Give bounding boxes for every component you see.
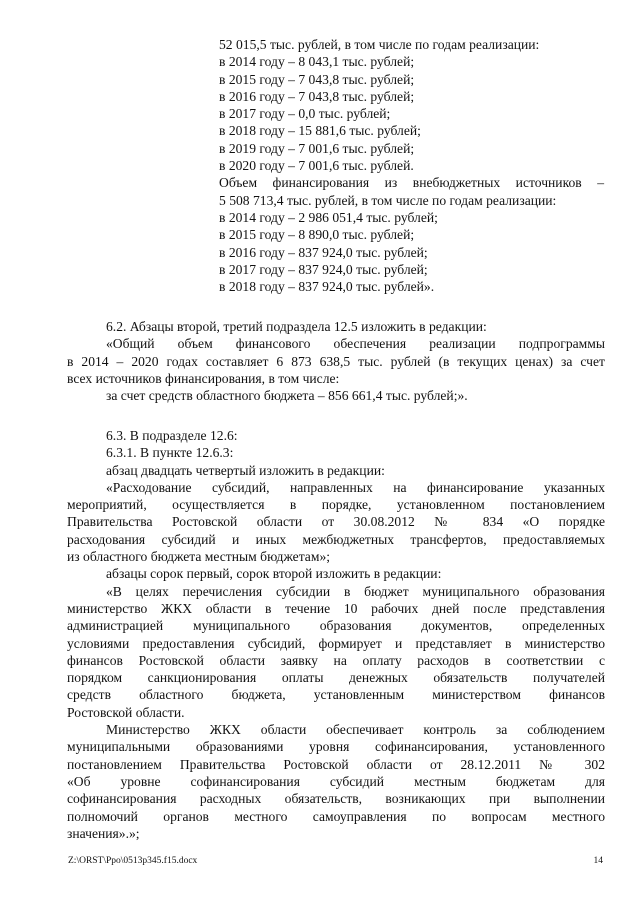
text-line: «В целях перечисления субсидии в бюджет муниципального образования — [106, 583, 605, 599]
text-line: в 2015 году – 7 043,8 тыс. рублей; — [219, 71, 415, 87]
text-line: абзацы сорок первый, сорок второй изложить в редакции: — [106, 566, 442, 582]
text-line: муниципальными образованиями уровня софинансирования, установленного — [67, 739, 605, 755]
text-line: Правительства Ростовской области от 30.08.2012 № 834 «О порядке — [67, 514, 605, 530]
text-line: в 2016 году – 837 924,0 тыс. рублей; — [219, 244, 428, 260]
financing-by-year-block — [0, 36, 640, 295]
text-line: «Расходование субсидий, направленных на финансирование указанных — [106, 479, 605, 495]
text-line: Ростовской области. — [67, 704, 185, 720]
text-line: за счет средств областного бюджета – 856 661,4 тыс. рублей;». — [106, 388, 468, 404]
text-line: расходования субсидий и иных межбюджетных трансфертов, предоставляемых — [67, 531, 605, 547]
text-line: софинансирования расходных обязательств, возникающих при выполнении — [67, 791, 605, 807]
text-line: абзац двадцать четвертый изложить в редакции: — [106, 462, 385, 478]
section-heading: 6.3. В подразделе 12.6: — [106, 428, 238, 443]
text-line: средств областного бюджета, установленным министерством финансов — [67, 687, 605, 703]
section-6-3 — [0, 427, 640, 842]
text-line: условиями предоставления субсидий, формирует и представляет в министерство — [67, 635, 605, 651]
text-line: «Общий объем финансового обеспечения реализации подпрограммы — [106, 336, 605, 352]
text-line: значения».»; — [67, 825, 140, 841]
text-line: постановлением Правительства Ростовской области от 28.12.2011 № 302 — [67, 756, 605, 772]
text-line: в 2015 году – 8 890,0 тыс. рублей; — [219, 227, 415, 243]
text-line: из областного бюджета местным бюджетам»; — [67, 549, 331, 565]
text-line: в 2018 году – 837 924,0 тыс. рублей». — [219, 279, 435, 295]
subsection-heading: 6.3.1. В пункте 12.6.3: — [106, 445, 234, 461]
text-line: 5 508 713,4 тыс. рублей, в том числе по годам реализации: — [219, 192, 557, 208]
text-line: администрацией муниципального образования документов, определенных — [67, 618, 605, 634]
text-line: финансов Ростовской области заявку на оплату расходов в соответствии с — [67, 652, 605, 668]
text-line: в 2019 году – 7 001,6 тыс. рублей; — [219, 140, 415, 156]
text-line: 52 015,5 тыс. рублей, в том числе по годам реализации: — [219, 37, 540, 52]
text-line: в 2017 году – 837 924,0 тыс. рублей; — [219, 261, 428, 277]
page-number: 14 — [593, 856, 603, 866]
footer-file-path: Z:\ORST\Ppo\0513p345.f15.docx — [68, 856, 198, 866]
text-line: в 2020 году – 7 001,6 тыс. рублей. — [219, 158, 414, 174]
text-line: мероприятий, осуществляется в порядке, установленном постановлением — [67, 497, 605, 513]
section-heading: 6.2. Абзацы второй, третий подраздела 12.5 изложить в редакции: — [106, 319, 487, 334]
text-line: «Об уровне софинансирования субсидий местным бюджетам для — [67, 773, 605, 789]
text-line: в 2017 году – 0,0 тыс. рублей; — [219, 106, 391, 122]
text-line: в 2016 году – 7 043,8 тыс. рублей; — [219, 88, 415, 104]
text-line: в 2014 – 2020 годах составляет 6 873 638,5 тыс. рублей (в текущих ценах) за счет — [67, 353, 605, 369]
text-line: всех источников финансирования, в том числе: — [67, 370, 340, 386]
text-line: Объем финансирования из внебюджетных источников – — [219, 175, 604, 191]
text-line: в 2014 году – 2 986 051,4 тыс. рублей; — [219, 209, 438, 225]
text-line: полномочий органов местного самоуправления по вопросам местного — [67, 808, 605, 824]
text-line: в 2018 году – 15 881,6 тыс. рублей; — [219, 123, 421, 139]
text-line: Министерство ЖКХ области обеспечивает контроль за соблюдением — [106, 722, 605, 738]
text-line: в 2014 году – 8 043,1 тыс. рублей; — [219, 54, 415, 70]
text-line: порядком санкционирования оплаты денежных обязательств получателей — [67, 670, 605, 686]
text-line: министерство ЖКХ области в течение 10 рабочих дней после представления — [67, 600, 605, 616]
section-6-2 — [0, 318, 640, 404]
